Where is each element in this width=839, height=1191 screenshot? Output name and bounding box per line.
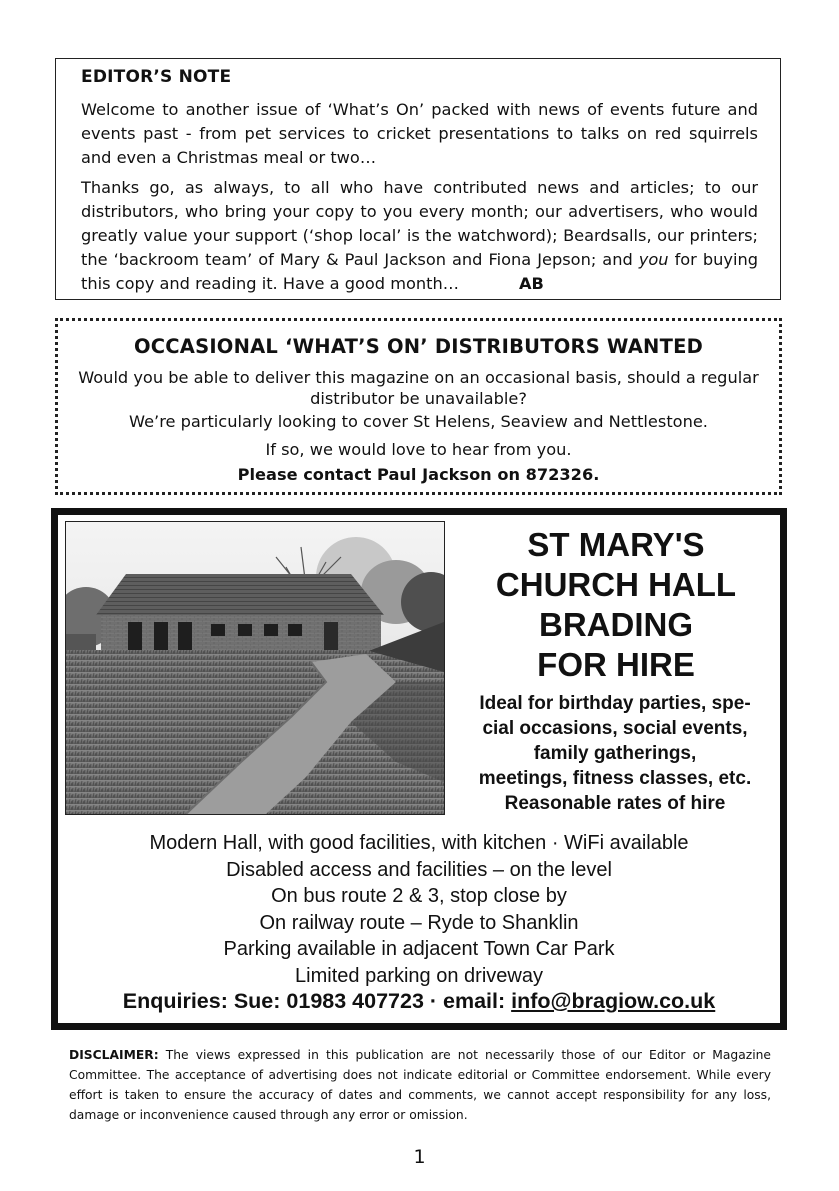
facility-item: Parking available in adjacent Town Car Park [223,938,615,960]
editors-note-emphasis: you [638,250,669,269]
hall-title-line: CHURCH HALL [495,566,737,603]
ideal-line: cial occasions, social events, [482,718,748,739]
enquiries-label: Enquiries: Sue: 01983 407723 · email: [122,989,512,1013]
editors-note-text-before: Thanks go, as always, to all who have contributed news and articles; to our distributors, who bring your copy to you every month; our advertisers, who would greatly value your support (‘shop local’ is the watchword); Beardsalls, our printers; the ‘backroom team’ of Mary & Paul Jackson and Fiona Jepson; and [81,178,758,269]
page-number: 1 [413,1146,426,1168]
editors-note-box [55,58,781,300]
church-hall-advert [51,508,787,1030]
hall-rates: Reasonable rates of hire [504,793,726,814]
distributors-line-3: If so, we would love to hear from you. [265,440,572,459]
editors-note-paragraph-2 [81,176,758,296]
distributors-line-2: We’re particularly looking to cover St Helens, Seaview and Nettlestone. [129,412,708,431]
hall-facilities-list [58,830,780,989]
disclaimer-text: The views expressed in this publication are not necessarily those of our Editor or Magazine Committee. The acceptance of advertising does not indicate editorial or Committee endorsement. While every effort is taken to ensure the accuracy of dates and comments, we cannot accept responsibility for any loss, damage or inconvenience caused through any error or omission. [69,1048,771,1122]
ideal-line: family gatherings, [533,743,697,764]
distributors-title: OCCASIONAL ‘WHAT’S ON’ DISTRIBUTORS WANTED [134,335,703,358]
facility-item: Limited parking on driveway [295,964,543,987]
distributors-contact: Please contact Paul Jackson on 872326. [237,465,600,484]
facility-item: Modern Hall, with good facilities, with kitchen · WiFi available [149,832,689,854]
facility-item: On railway route – Ryde to Shanklin [259,911,579,934]
hall-enquiries [58,989,780,1014]
church-hall-photo [65,521,445,815]
hall-title-line: FOR HIRE [537,646,695,683]
editors-note-text-after: for buying this copy and reading it. Have a good month… [81,250,758,293]
facility-item: Disabled access and facilities – on the level [226,858,612,881]
ideal-line: meetings, fitness classes, etc. [478,768,752,789]
editors-signoff: AB [518,274,544,293]
editors-note-title: EDITOR’S NOTE [81,67,232,87]
facility-item: On bus route 2 & 3, stop close by [271,885,567,907]
disclaimer-label: DISCLAIMER: [69,1048,159,1062]
disclaimer [69,1045,771,1125]
hall-title-line: ST MARY'S [527,526,705,563]
hall-title-line: BRADING [539,606,693,643]
hall-title [448,525,784,685]
ideal-line: Ideal for birthday parties, spe- [479,693,751,714]
email-link[interactable]: info@bragiow.co.uk [511,989,716,1013]
distributors-line-1: Would you be able to deliver this magazine on an occasional basis, should a regular distributor be unavailable? [78,368,759,408]
hall-ideal-for [445,691,785,816]
editors-note-paragraph-1: Welcome to another issue of ‘What’s On’ packed with news of events future and events past - from pet services to cricket presentations to talks on red squirrels and even a Christmas meal or two… [81,100,758,167]
distributors-wanted-box [55,318,782,495]
